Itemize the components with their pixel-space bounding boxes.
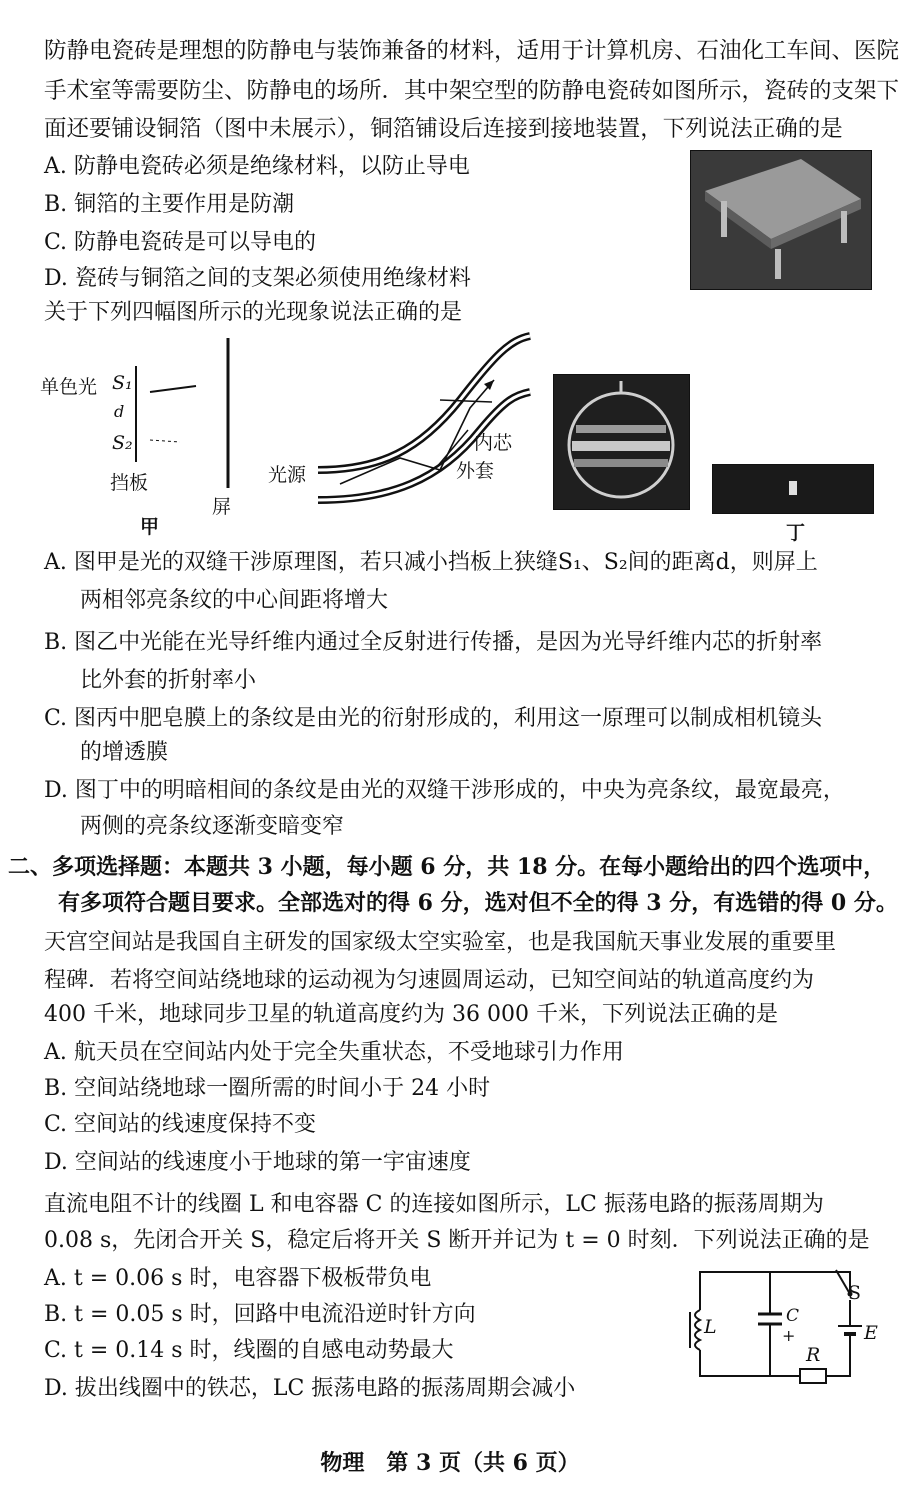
tiles-option-d: D. 瓷砖与铜箔之间的支架必须使用绝缘材料 [44,266,471,291]
fig-jia-light-label: 单色光 [40,376,98,398]
fig-yi-cladding-label: 外套 [456,460,495,482]
tiles-stem-line-2: 手术室等需要防尘、防静电的场所．其中架空型的防静电瓷砖如图所示，瓷砖的支架下 [44,78,900,104]
lc-option-d: D. 拔出线圈中的铁芯，LC 振荡电路的振荡周期会减小 [44,1376,576,1401]
station-option-d: D. 空间站的线速度小于地球的第一宇宙速度 [44,1150,471,1175]
circuit-label-s: S [848,1282,862,1304]
circuit-label-e: E [864,1322,878,1344]
station-option-a: A. 航天员在空间站内处于完全失重状态，不受地球引力作用 [44,1040,624,1065]
page-footer: 物理 第 3 页（共 6 页） [320,1450,580,1476]
light-option-b-2: 比外套的折射率小 [80,668,257,693]
station-stem-line-3: 400 千米，地球同步卫星的轨道高度约为 36 000 千米，下列说法正确的是 [44,1002,778,1027]
fig-ding-caption: 丁 [786,522,806,544]
circuit-label-plus: + [782,1326,796,1345]
tiles-stem-line-3: 面还要铺设铜箔（图中未展示），铜箔铺设后连接到接地装置，下列说法正确的是 [44,116,843,142]
station-stem-line-1: 天宫空间站是我国自主研发的国家级太空实验室，也是我国航天事业发展的重要里 [44,930,837,955]
fig-jia-caption: 甲 [140,516,160,538]
fig-jia-screen-label: 屏 [212,496,232,518]
section2-header-line-1: 二、多项选择题：本题共 3 小题，每小题 6 分，共 18 分。在每小题给出的四个选项中， [8,854,886,880]
circuit-label-c: C [786,1306,800,1326]
lc-stem-line-2: 0.08 s，先闭合开关 S，稳定后将开关 S 断开并记为 t = 0 时刻．下列说法正确的是 [44,1228,870,1253]
circuit-label-l: L [704,1316,717,1338]
tiles-option-b: B. 铜箔的主要作用是防潮 [44,192,295,217]
fig-jia-s1-label: S₁ [112,372,133,394]
tiles-option-a: A. 防静电瓷砖必须是绝缘材料，以防止导电 [44,154,470,179]
lc-stem-line-1: 直流电阻不计的线圈 L 和电容器 C 的连接如图所示，LC 振荡电路的振荡周期为 [44,1192,824,1217]
station-option-b: B. 空间站绕地球一圈所需的时间小于 24 小时 [44,1076,491,1101]
lc-option-b: B. t = 0.05 s 时，回路中电流沿逆时针方向 [44,1302,476,1327]
light-option-d-2: 两侧的亮条纹逐渐变暗变窄 [80,814,345,839]
light-option-b-1: B. 图乙中光能在光导纤维内通过全反射进行传播，是因为光导纤维内芯的折射率 [44,630,823,655]
circuit-label-r: R [806,1344,821,1366]
section2-header-line-2: 有多项符合题目要求。全部选对的得 6 分，选对但不全的得 3 分，有选错的得 0 分。 [58,890,898,916]
fig-jia-s2-label: S₂ [112,432,133,454]
fig-jia-d-label: d [114,402,125,421]
light-stem: 关于下列四幅图所示的光现象说法正确的是 [44,300,463,325]
fig-jia-baffle-label: 挡板 [110,472,149,494]
tiles-stem-line-1: 防静电瓷砖是理想的防静电与装饰兼备的材料，适用于计算机房、石油化工车间、医院 [44,38,900,64]
station-option-c: C. 空间站的线速度保持不变 [44,1112,317,1137]
tiles-option-c: C. 防静电瓷砖是可以导电的 [44,230,317,255]
light-option-a-1: A. 图甲是光的双缝干涉原理图，若只减小挡板上狭缝S₁、S₂间的距离d，则屏上 [44,550,818,575]
station-stem-line-2: 程碑．若将空间站绕地球的运动视为匀速圆周运动，已知空间站的轨道高度约为 [44,968,815,993]
lc-option-c: C. t = 0.14 s 时，线圈的自感电动势最大 [44,1338,454,1363]
fig-yi-source-label: 光源 [268,464,307,486]
light-option-a-2: 两相邻亮条纹的中心间距将增大 [80,588,389,613]
light-option-d-1: D. 图丁中的明暗相间的条纹是由光的双缝干涉形成的，中央为亮条纹，最宽最亮， [44,778,845,803]
light-option-c-1: C. 图丙中肥皂膜上的条纹是由光的衍射形成的，利用这一原理可以制成相机镜头 [44,706,823,731]
light-option-c-2: 的增透膜 [80,740,169,765]
lc-option-a: A. t = 0.06 s 时，电容器下极板带负电 [44,1266,432,1291]
fig-yi-core-label: 内芯 [474,432,513,454]
